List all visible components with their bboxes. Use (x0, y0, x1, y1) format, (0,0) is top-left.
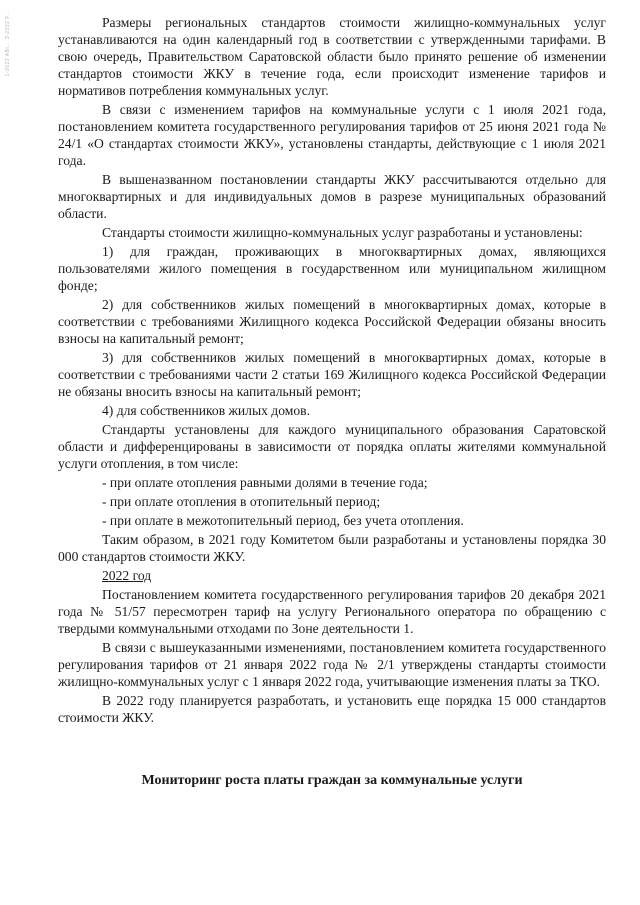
paragraph-january-2022-standards: В связи с вышеуказанными изменениями, постановлением комитета государственного регулирования тарифов от 21 января 2022 года № 2/1 утверждены стандарты стоимости жилищно-коммунальных услуг с 1 января 2022 года, учитывающие изменения платы за ТКО. (58, 640, 606, 689)
list-item-3: 3) для собственников жилых помещений в многоквартирных домах, которые в соответствии с требованиями части 2 статьи 169 Жилищного кодекса Российской Федерации не обязаны вносить взносы на капитальный ремонт; (58, 350, 606, 399)
paragraph-calculation-method: В вышеназванном постановлении стандарты ЖКУ рассчитываются отдельно для многоквартирных и для индивидуальных домов в разрезе муниципальных образований области. (58, 172, 606, 221)
dash-item-2: - при оплате отопления в отопительный период; (102, 494, 381, 509)
year-heading (58, 567, 606, 584)
paragraph-standards-established: Стандарты стоимости жилищно-коммунальных услуг разработаны и установлены: (102, 225, 583, 240)
dash-item-3: - при оплате в межотопительный период, без учета отопления. (102, 513, 464, 528)
document-body (58, 14, 606, 726)
margin-note: 1-2022 ABI... 3-2022 F... (5, 10, 11, 77)
paragraph-differentiation: Стандарты установлены для каждого муниципального образования Саратовской области и дифференцированы в зависимости от порядка оплаты жителями коммунальной услуги отопления, в том числе: (58, 422, 606, 471)
section-title: Мониторинг роста платы граждан за коммунальные услуги (141, 773, 523, 788)
paragraph-2022-plan: В 2022 году планируется разработать, и установить еще порядка 15 000 стандартов стоимости ЖКУ. (58, 693, 606, 725)
list-item-2: 2) для собственников жилых помещений в многоквартирных домах, которые в соответствии с требованиями Жилищного кодекса Российской Федерации обязаны вносить взносы на капитальный ремонт; (58, 297, 606, 346)
paragraph-tko-tariff-revision: Постановлением комитета государственного регулирования тарифов 20 декабря 2021 года № 51/57 пересмотрен тариф на услугу Регионального оператора по обращению с твердыми коммунальными отходами по Зоне деятельности 1. (58, 587, 606, 636)
paragraph-tariff-change-july-2021: В связи с изменением тарифов на коммунальные услуги с 1 июля 2021 года, постановлением комитета государственного регулирования тарифов от 25 июня 2021 года № 24/1 «О стандартах стоимости ЖКУ», установлены стандарты, действующие с 1 июля 2021 года. (58, 102, 606, 168)
paragraph-2021-total: Таким образом, в 2021 году Комитетом были разработаны и установлены порядка 30 000 стандартов стоимости ЖКУ. (58, 532, 606, 564)
paragraph-regional-standards: Размеры региональных стандартов стоимости жилищно-коммунальных услуг устанавливаются на один календарный год в соответствии с утвержденными тарифами. В свою очередь, Правительством Саратовской области было принято решение об изменении стандартов стоимости ЖКУ в течение года, если происходит изменение тарифов и нормативов потребления коммунальных услуг. (58, 15, 606, 98)
list-item-4: 4) для собственников жилых домов. (102, 403, 310, 418)
year-heading-text: 2022 год (102, 568, 152, 583)
list-item-1: 1) для граждан, проживающих в многоквартирных домах, являющихся пользователями жилого помещения в государственном или муниципальном жилищном фонде; (58, 244, 606, 293)
dash-item-1: - при оплате отопления равными долями в течение года; (102, 475, 428, 490)
